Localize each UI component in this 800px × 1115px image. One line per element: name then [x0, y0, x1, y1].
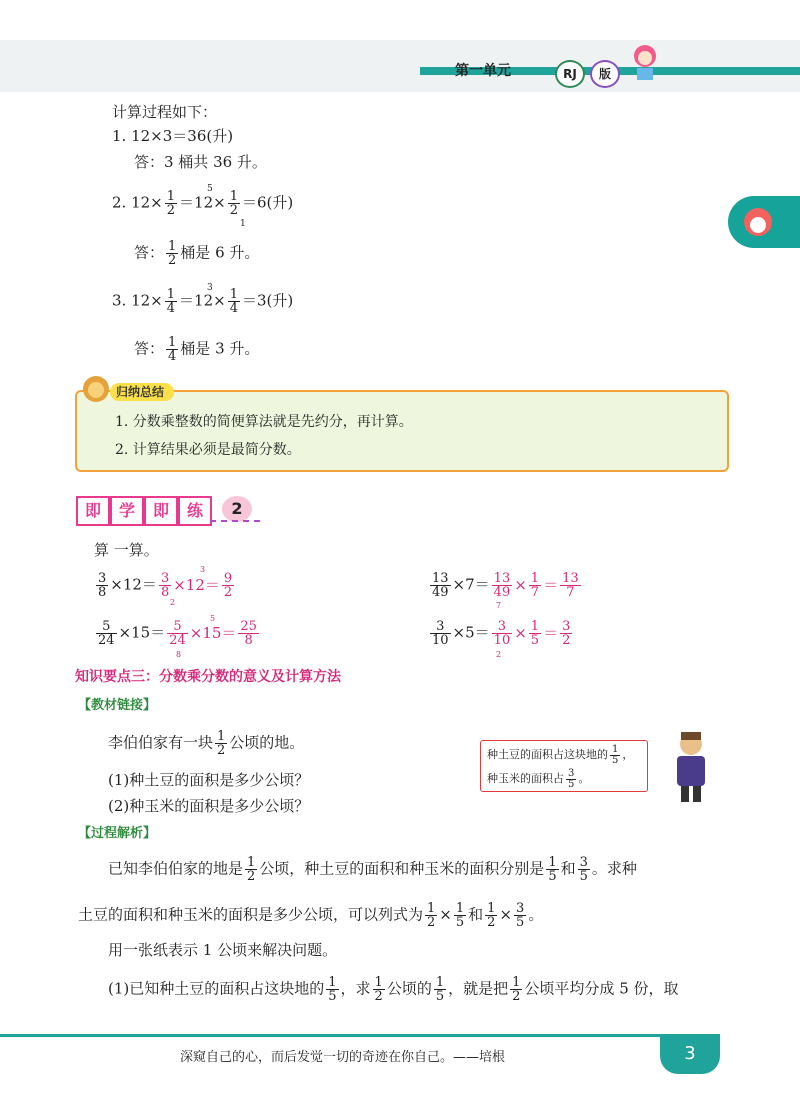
speech-line-1: 种土豆的面积占这块地的 $\frac{1}{5}$ ，	[487, 743, 634, 766]
practice-char: 即	[76, 496, 110, 526]
practice-number: 2	[222, 496, 252, 522]
answer-3: 答： $\frac{1}{4}$ 桶是 3 升。	[134, 335, 260, 364]
question-intro: 李伯伯家有一块 $\frac{1}{2}$ 公顷的地。	[108, 729, 305, 758]
lion-icon	[80, 374, 112, 408]
unit-label: 第一单元	[455, 63, 511, 79]
speech-line-2: 种玉米的面积占 $\frac{3}{5}$ 。	[487, 767, 590, 790]
summary-item-2: 2. 计算结果必须是最简分数。	[115, 442, 301, 458]
cancel-note: 1	[240, 219, 246, 229]
edition-badge-ban: 版	[590, 60, 620, 88]
summary-item-1: 1. 分数乘整数的简便算法就是先约分，再计算。	[115, 414, 413, 430]
calc-intro: 计算过程如下：	[112, 103, 218, 121]
analysis-line-4: (1)已知种土豆的面积占这块地的 $\frac{1}{5}$ ，求 $\frac{1}{2}$ 公顷的 $\frac{1}{5}$ ，就是把 $\frac{1}{2}$ 公顷平均分成 5 份，取	[108, 975, 679, 1004]
cancel-note: 2	[496, 650, 502, 659]
practice-problem-4: $\frac{3}{10}$ ×5＝ $\frac{3}{10}$ × $\frac{1}{5}$ ＝ $\frac{3}{2}$	[432, 619, 571, 648]
practice-char: 学	[110, 496, 144, 526]
analysis-line-3: 用一张纸表示 1 公顷来解决问题。	[108, 941, 338, 959]
cancel-note: 3	[200, 565, 206, 574]
man-icon	[668, 730, 714, 808]
practice-prompt: 算 一算。	[94, 541, 159, 559]
fox-icon	[738, 202, 778, 242]
section-title: 知识要点三：分数乘分数的意义及计算方法	[75, 669, 341, 685]
footer-quote: 深窥自己的心，而后发觉一切的奇迹在你自己。——培根	[180, 1050, 506, 1065]
answer-2: 答： $\frac{1}{2}$ 桶是 6 升。	[134, 239, 260, 268]
textbook-link-tag: 【教材链接】	[78, 698, 157, 713]
header-band	[0, 40, 800, 92]
cancel-note: 5	[210, 614, 216, 623]
practice-char: 即	[144, 496, 178, 526]
analysis-line-2: 土豆的面积和种玉米的面积是多少公顷，可以列式为 $\frac{1}{2}$ × $\frac{1}{5}$ 和 $\frac{1}{2}$ × $\frac{3}{5}$ 。	[78, 901, 544, 930]
calc-line-1: 1. 12×3＝36(升)	[112, 127, 234, 145]
cancel-note: 5	[207, 184, 213, 194]
cancel-note: 2	[170, 598, 176, 607]
cancel-note: 7	[496, 601, 502, 610]
analysis-line-1: 已知李伯伯家的地是 $\frac{1}{2}$ 公顷，种土豆的面积和种玉米的面积分别是 $\frac{1}{5}$ 和 $\frac{3}{5}$ 。求种	[108, 855, 637, 884]
practice-problem-1: $\frac{3}{8}$ ×12＝ $\frac{3}{8}$ ×12＝ $\frac{9}{2}$	[98, 571, 233, 600]
speech-bubble	[480, 740, 648, 792]
question-1: (1)种土豆的面积是多少公顷？	[108, 771, 310, 789]
calc-line-3: 3. 12× $\frac{1}{4}$ ＝12× $\frac{1}{4}$ ＝3(升)	[112, 287, 294, 316]
cancel-note: 8	[176, 650, 182, 659]
practice-problem-3: $\frac{5}{24}$ ×15＝ $\frac{5}{24}$ ×15＝ $\frac{25}{8}$	[98, 619, 257, 648]
practice-char: 练	[178, 496, 212, 526]
mascot-icon	[625, 40, 665, 84]
practice-problem-2: $\frac{13}{49}$ ×7＝ $\frac{13}{49}$ × $\frac{1}{7}$ ＝ $\frac{13}{7}$	[432, 571, 579, 600]
side-tab	[728, 196, 800, 248]
answer-1: 答：3 桶共 36 升。	[134, 153, 267, 171]
footer-line	[0, 1034, 680, 1037]
practice-underline	[210, 520, 260, 522]
question-2: (2)种玉米的面积是多少公顷？	[108, 797, 310, 815]
cancel-note: 3	[207, 283, 213, 293]
process-analysis-tag: 【过程解析】	[78, 826, 157, 841]
summary-title: 归纳总结	[110, 383, 174, 401]
page-number: 3	[660, 1034, 720, 1074]
calc-line-2: 2. 12× $\frac{1}{2}$ ＝12× $\frac{1}{2}$ ＝6(升)	[112, 189, 294, 218]
edition-badge-rj: RJ	[555, 60, 585, 88]
